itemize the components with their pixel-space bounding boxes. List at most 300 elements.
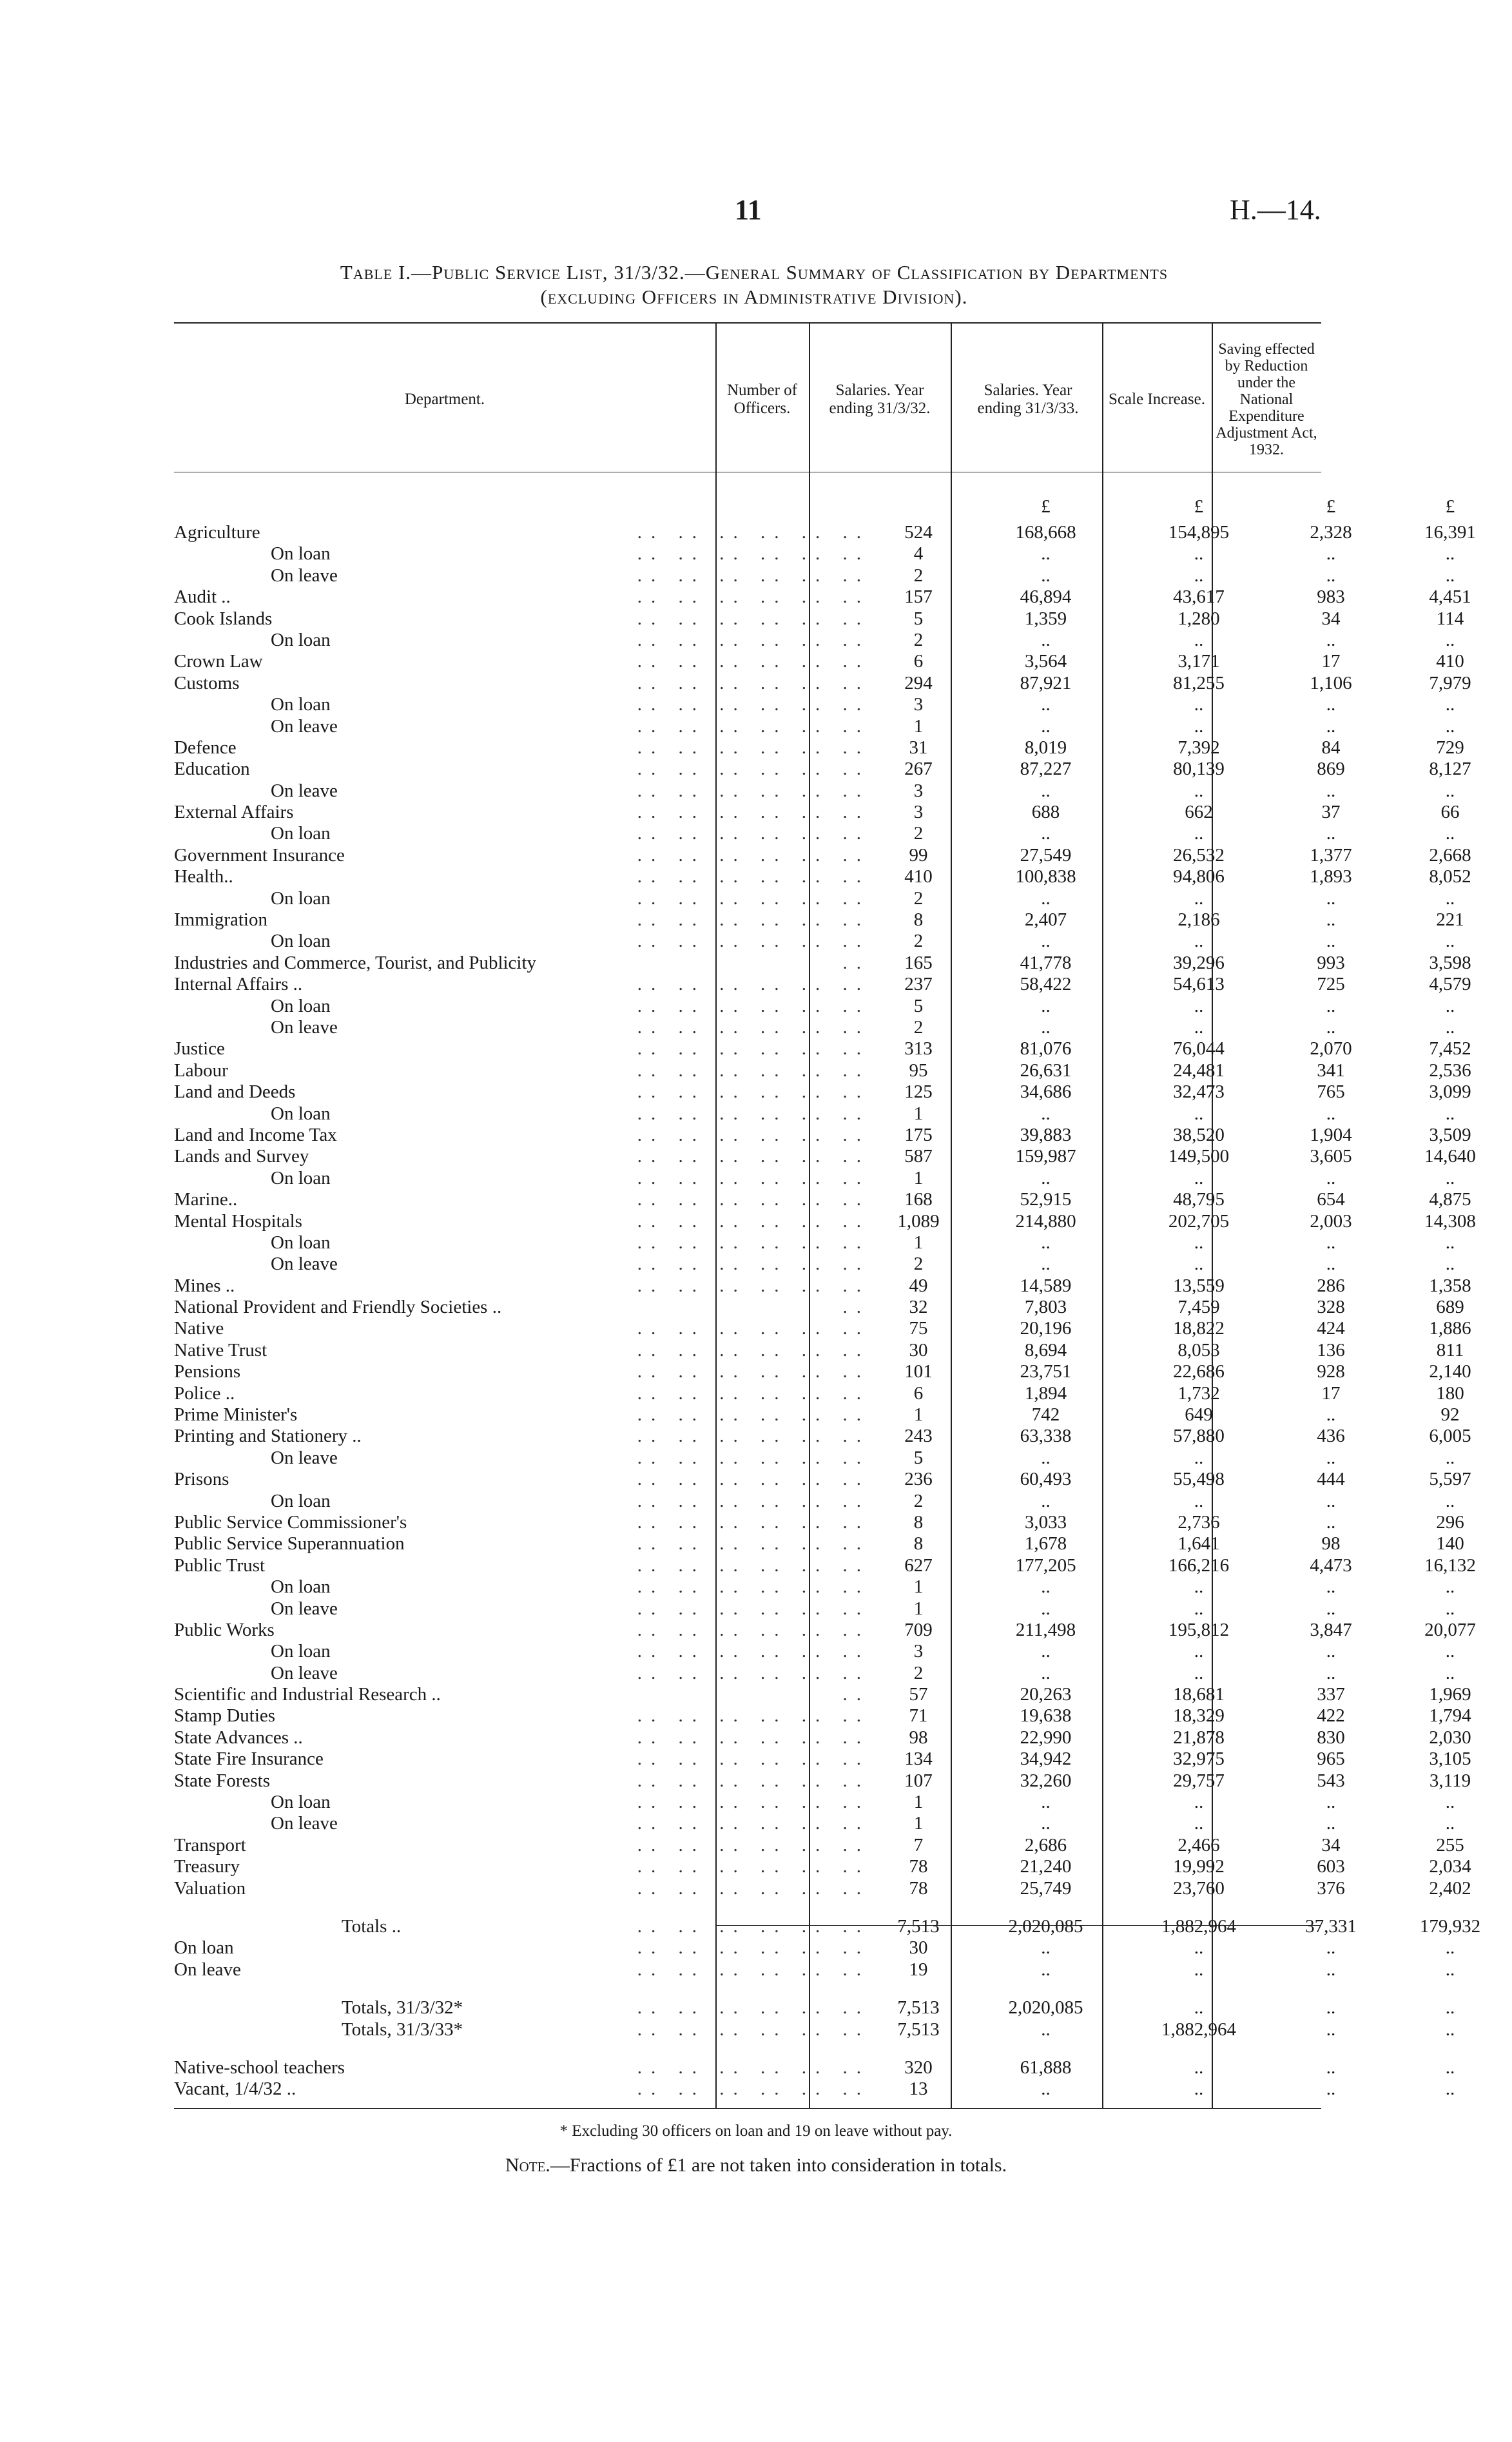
scale-increase: 34 [1321,1834,1341,1856]
department-name: On loan [271,1641,331,1662]
scale-increase: .. [1326,715,1336,737]
leader-dots: .. .. .. .. .. .. [637,1404,870,1426]
saving: 6,005 [1429,1426,1471,1447]
salaries-33: 57,880 [1173,1426,1225,1447]
salaries-33: .. [1194,1641,1204,1662]
leader-dots: .. .. .. .. .. .. [637,1167,870,1188]
salaries-32: 23,751 [1020,1361,1072,1382]
salaries-32: 1,678 [1024,1533,1067,1555]
leader-dots: .. .. .. .. .. .. [637,909,870,931]
salaries-33: .. [1194,1937,1204,1959]
salaries-33: .. [1194,1490,1204,1511]
officers-count: 32 [909,1297,928,1318]
table-title-line-1: Table I.—Public Service List, 31/3/32.—General Summary of Classification by Departments [340,261,1168,284]
totals-row [174,1997,1455,2019]
officers-count: 98 [909,1727,928,1748]
department-name: External Affairs [174,802,294,823]
salaries-32: .. [1041,1641,1051,1662]
leader-dots: .. .. .. .. .. .. [637,694,870,715]
leader-dots: .. .. .. .. .. .. [637,672,870,693]
salaries-32: 19,638 [1020,1705,1072,1727]
table-row [174,1103,1455,1125]
saving: 16,391 [1424,522,1476,543]
salaries-33: .. [1194,1254,1204,1275]
table-row [174,780,1455,802]
salaries-32: 3,564 [1024,651,1067,672]
table-row [174,1146,1476,1167]
department-name: Government Insurance [174,844,345,866]
table-title [174,260,1334,309]
totals-row [174,1937,1455,1959]
table-row [174,1598,1455,1620]
leader-dots: .. .. .. .. .. .. [637,1749,870,1770]
saving: 410 [1436,651,1464,672]
saving: 3,119 [1429,1770,1471,1791]
saving: 180 [1436,1382,1464,1404]
salaries-33: 18,329 [1173,1705,1225,1727]
department-name: National Provident and Friendly Societies .. [174,1297,502,1318]
scale-increase: .. [1326,1662,1336,1683]
salaries-32: 63,338 [1020,1426,1072,1447]
leader-dots: .. .. .. .. .. .. [637,844,870,866]
officers-count: 4 [913,543,924,565]
salaries-33: 2,466 [1178,1834,1220,1856]
scale-increase: 654 [1317,1189,1345,1210]
saving: .. [1445,715,1455,737]
salaries-32: 214,880 [1015,1210,1076,1232]
table-row [174,1684,1471,1705]
saving: 3,105 [1429,1749,1471,1770]
scale-increase: 983 [1317,586,1345,608]
saving: 4,875 [1429,1189,1471,1210]
salaries-33: 1,882,964 [1161,1916,1236,1937]
saving: .. [1445,1813,1455,1834]
saving: .. [1445,1447,1455,1468]
salaries-32: .. [1041,1490,1051,1511]
salaries-33: .. [1194,1447,1204,1468]
salaries-33: 76,044 [1173,1038,1225,1060]
leader-dots: .. .. .. .. .. .. [637,759,870,780]
table-row [174,1426,1471,1447]
department-name: Printing and Stationery .. [174,1426,362,1447]
leader-dots: .. .. .. .. .. .. [637,629,870,650]
leader-dots: .. .. .. .. .. .. [637,823,870,844]
salaries-32: 2,020,085 [1008,1916,1083,1937]
officers-count: 236 [904,1469,933,1490]
totals-row [174,2019,1455,2040]
leader-dots: .. .. .. .. .. .. [637,1576,870,1598]
table-row [174,844,1471,866]
leader-dots: .. [842,1297,870,1318]
salaries-33: 7,459 [1178,1297,1220,1318]
department-name: Public Service Commissioner's [174,1511,407,1533]
salaries-33: 13,559 [1173,1275,1225,1296]
department-name: Audit .. [174,586,231,608]
saving: 66 [1440,802,1460,823]
table-row [174,1856,1471,1877]
scale-increase: 422 [1317,1705,1345,1727]
leader-dots: .. .. .. .. .. .. [637,802,870,823]
saving: 7,452 [1429,1038,1471,1060]
table-row [174,866,1471,887]
saving: .. [1445,1792,1455,1813]
table-row [174,1490,1455,1512]
salaries-33: 19,992 [1173,1856,1225,1877]
officers-count: 1,089 [897,1210,940,1232]
officers-count: 3 [913,802,924,823]
leader-dots: .. .. .. .. .. .. [637,1856,870,1877]
salaries-32: .. [1041,2079,1051,2100]
scale-increase: 1,377 [1310,844,1352,866]
department-name: On leave [271,1447,338,1468]
scale-increase: 830 [1317,1727,1345,1748]
scale-increase: 436 [1317,1426,1345,1447]
leader-dots: .. .. .. .. .. .. [637,1016,870,1038]
salaries-33: 29,757 [1173,1770,1225,1791]
table-row [174,823,1455,844]
table-row [174,952,1471,974]
scale-increase: 34 [1321,608,1341,629]
salaries-32: 87,227 [1020,759,1072,780]
table-row [174,1297,1464,1318]
salaries-32: 58,422 [1020,974,1072,995]
salaries-33: .. [1194,629,1204,650]
department-name: On leave [271,1662,338,1683]
salaries-33: .. [1194,2079,1204,2100]
department-name: On loan [271,543,331,565]
scale-increase: 98 [1321,1533,1341,1555]
salaries-32: .. [1041,715,1051,737]
leader-dots: .. .. .. .. .. .. [637,1959,870,1980]
salaries-33: 3,171 [1178,651,1220,672]
saving: 3,099 [1429,1081,1471,1103]
totals-rule [715,1925,1321,1926]
officers-count: 313 [904,1038,933,1060]
scale-increase: .. [1326,1016,1336,1038]
scale-increase: 84 [1321,737,1341,758]
salaries-32: .. [1041,1959,1051,1980]
salaries-32: 81,076 [1020,1038,1072,1060]
saving: 1,969 [1429,1684,1471,1705]
saving: .. [1445,1490,1455,1511]
scale-increase: .. [1326,694,1336,715]
salaries-33: 32,473 [1173,1081,1225,1103]
salaries-33: 18,681 [1173,1684,1225,1705]
table-row [174,1124,1471,1146]
table-row [174,1339,1464,1361]
salaries-33: .. [1194,780,1204,801]
department-name: On leave [271,1016,338,1038]
officers-count: 95 [909,1060,928,1081]
department-name: Internal Affairs .. [174,974,303,995]
officers-count: 107 [904,1770,933,1791]
salaries-33: 166,216 [1168,1555,1230,1576]
salaries-32: 21,240 [1020,1856,1072,1877]
leader-dots: .. [842,1684,870,1705]
scale-increase: .. [1326,995,1336,1016]
salaries-32: 61,888 [1020,2057,1072,2078]
saving: 2,030 [1429,1727,1471,1748]
table-title-line-2: (excluding Officers in Administrative Division). [540,286,968,308]
salaries-33: 202,705 [1168,1210,1230,1232]
officers-count: 2 [913,565,924,586]
salaries-32: .. [1041,1232,1051,1253]
leader-dots: .. .. .. .. .. .. [637,737,870,758]
scale-increase: 341 [1317,1060,1345,1081]
table-row [174,1727,1471,1749]
salaries-33: 24,481 [1173,1060,1225,1081]
saving: 2,668 [1429,844,1471,866]
leader-dots: .. .. .. .. .. .. [637,543,870,565]
officers-count: 30 [909,1339,928,1361]
salaries-32: 688 [1031,802,1060,823]
salaries-33: 2,736 [1178,1511,1220,1533]
scale-increase: .. [1326,1959,1336,1980]
officers-count: 71 [909,1705,928,1727]
salaries-32: .. [1041,780,1051,801]
table-row [174,1533,1464,1555]
officers-count: 3 [913,780,924,801]
salaries-33: 8,053 [1178,1339,1220,1361]
department-name: Native [174,1318,224,1339]
department-name: Public Service Superannuation [174,1533,405,1555]
salaries-33: 195,812 [1168,1619,1230,1640]
table-row [174,565,1455,586]
salaries-33: 7,392 [1178,737,1220,758]
table-row [174,974,1471,995]
header-scale-increase: Scale Increase. [1109,391,1205,408]
department-name: Agriculture [174,522,260,543]
officers-count: 7,513 [897,2019,940,2040]
salaries-33: .. [1194,823,1204,844]
officers-count: 524 [904,522,933,543]
salaries-33: 1,641 [1178,1533,1220,1555]
saving: 14,308 [1424,1210,1476,1232]
leader-dots: .. .. .. .. .. .. [637,1426,870,1447]
table-row [174,651,1464,672]
officers-count: 243 [904,1426,933,1447]
saving: .. [1445,2079,1455,2100]
salaries-33: 649 [1185,1404,1213,1426]
saving: .. [1445,823,1455,844]
officers-count: 2 [913,1490,924,1511]
department-name: State Advances .. [174,1727,303,1748]
table-row [174,759,1471,780]
salaries-32: .. [1041,1662,1051,1683]
officers-count: 410 [904,866,933,887]
officers-count: 57 [909,1684,928,1705]
department-name: Native-school teachers [174,2057,345,2078]
leader-dots: .. .. .. .. .. .. [637,1533,870,1555]
department-name: Defence [174,737,237,758]
saving: 3,598 [1429,952,1471,973]
salaries-32: 39,883 [1020,1124,1072,1145]
salaries-32: 168,668 [1015,522,1076,543]
saving: 14,640 [1424,1146,1476,1167]
saving: 179,932 [1419,1916,1481,1937]
leader-dots: .. .. .. .. .. .. [637,780,870,801]
leader-dots: .. .. .. .. .. .. [637,1189,870,1210]
table-row [174,995,1455,1017]
scale-increase: .. [1326,1447,1336,1468]
salaries-33: 1,882,964 [1161,2019,1236,2040]
salaries-32: 34,686 [1020,1081,1072,1103]
saving: 221 [1436,909,1464,931]
officers-count: 1 [913,1576,924,1598]
saving: 2,536 [1429,1060,1471,1081]
leader-dots: .. .. .. .. .. .. [637,1662,870,1683]
saving: 4,579 [1429,974,1471,995]
saving: .. [1445,931,1455,952]
officers-count: 1 [913,1813,924,1834]
scale-increase: 1,893 [1310,866,1352,887]
department-name: On leave [271,1254,338,1275]
table-row [174,1792,1455,1813]
officers-count: 1 [913,1792,924,1813]
salaries-32: 22,990 [1020,1727,1072,1748]
officers-count: 2 [913,629,924,650]
leader-dots: .. .. .. .. .. .. [637,522,870,543]
salaries-33: .. [1194,1167,1204,1188]
salaries-33: .. [1194,1016,1204,1038]
table-row [174,931,1455,952]
saving: 2,140 [1429,1361,1471,1382]
salaries-32: .. [1041,694,1051,715]
table-row [174,1813,1455,1834]
officers-count: 2 [913,1662,924,1683]
department-name: Pensions [174,1361,241,1382]
table-row [174,1662,1455,1684]
officers-count: 1 [913,1103,924,1124]
table-row [174,1770,1471,1792]
salaries-32: 14,589 [1020,1275,1072,1296]
salaries-33: 2,186 [1178,909,1220,931]
salaries-32: .. [1041,887,1051,909]
scale-increase: .. [1326,543,1336,565]
department-name: On loan [271,1167,331,1188]
saving: 3,509 [1429,1124,1471,1145]
salaries-33: .. [1194,1232,1204,1253]
salaries-32: .. [1041,1813,1051,1834]
header-salaries-33: Salaries. Year ending 31/3/33. [977,382,1079,417]
table-row [174,1038,1471,1060]
officers-count: 1 [913,1232,924,1253]
scale-increase: .. [1326,1490,1336,1511]
salaries-33: .. [1194,887,1204,909]
salaries-33: 26,532 [1173,844,1225,866]
scale-increase: 424 [1317,1318,1345,1339]
saving: .. [1445,1997,1455,2019]
salaries-32: 20,196 [1020,1318,1072,1339]
leader-dots: .. .. .. .. .. .. [637,1770,870,1791]
department-name: Land and Deeds [174,1081,296,1103]
note-label: Note. [505,2155,550,2176]
scale-increase: .. [1326,1167,1336,1188]
currency-symbol: £ [1445,496,1455,517]
department-name: Cook Islands [174,608,273,629]
note [0,2155,1512,2176]
saving: 2,034 [1429,1856,1471,1877]
officers-count: 157 [904,586,933,608]
leader-dots: .. .. .. .. .. .. [637,565,870,586]
salaries-32: 742 [1031,1404,1060,1426]
department-name: Land and Income Tax [174,1124,337,1145]
scale-increase: .. [1326,1576,1336,1598]
salaries-32: 7,803 [1024,1297,1067,1318]
officers-count: 175 [904,1124,933,1145]
salaries-32: 25,749 [1020,1877,1072,1899]
officers-count: 49 [909,1275,928,1296]
table-row [174,802,1460,823]
scale-increase: .. [1326,1813,1336,1834]
department-name: On leave [271,780,338,801]
table-bottom-rule [174,2108,1321,2109]
scale-increase: 136 [1317,1339,1345,1361]
officers-count: 7,513 [897,1916,940,1937]
leader-dots: .. .. .. .. .. .. [637,1937,870,1959]
saving: .. [1445,887,1455,909]
department-name: Totals, 31/3/33* [342,2019,463,2040]
department-name: Stamp Duties [174,1705,276,1727]
leader-dots: .. .. .. .. .. .. [637,1081,870,1103]
header-top-rule [174,322,1321,324]
officers-count: 168 [904,1189,933,1210]
salaries-32: 8,019 [1024,737,1067,758]
salaries-33: 43,617 [1173,586,1225,608]
department-name: On leave [271,1598,338,1619]
department-name: On loan [271,1490,331,1511]
department-name: Customs [174,672,240,693]
salaries-33: 662 [1185,802,1213,823]
salaries-32: 60,493 [1020,1469,1072,1490]
table-row [174,1382,1464,1404]
leader-dots: .. .. .. .. .. .. [637,1792,870,1813]
leader-dots: .. .. .. .. .. .. [637,1705,870,1727]
salaries-33: 55,498 [1173,1469,1225,1490]
salaries-32: .. [1041,1447,1051,1468]
leader-dots: .. .. .. .. .. .. [637,1469,870,1490]
leader-dots: .. .. .. .. .. .. [637,1254,870,1275]
salaries-33: .. [1194,1662,1204,1683]
saving: 16,132 [1424,1555,1476,1576]
department-name: Industries and Commerce, Tourist, and Publicity [174,952,537,973]
saving: .. [1445,995,1455,1016]
officers-count: 2 [913,1016,924,1038]
leader-dots: .. .. .. .. .. .. [637,1447,870,1468]
scale-increase: .. [1326,2079,1336,2100]
officers-count: 3 [913,694,924,715]
scale-increase: 328 [1317,1297,1345,1318]
saving: .. [1445,629,1455,650]
scale-increase: .. [1326,1254,1336,1275]
officers-count: 709 [904,1619,933,1640]
leader-dots: .. .. .. .. .. .. [637,1382,870,1404]
salaries-32: .. [1041,1016,1051,1038]
officers-count: 101 [904,1361,933,1382]
saving: .. [1445,1598,1455,1619]
header-salaries-32: Salaries. Year ending 31/3/32. [829,382,931,417]
leader-dots: .. .. .. .. .. .. [637,1641,870,1662]
officers-count: 2 [913,1254,924,1275]
header-officers: Number of Officers. [727,382,797,417]
scale-increase: 286 [1317,1275,1345,1296]
department-name: On leave [271,565,338,586]
table-row [174,1361,1471,1382]
officers-count: 165 [904,952,933,973]
leader-dots: .. .. .. .. .. .. [637,2057,870,2078]
scale-increase: .. [1326,1997,1336,2019]
salaries-32: 1,359 [1024,608,1067,629]
